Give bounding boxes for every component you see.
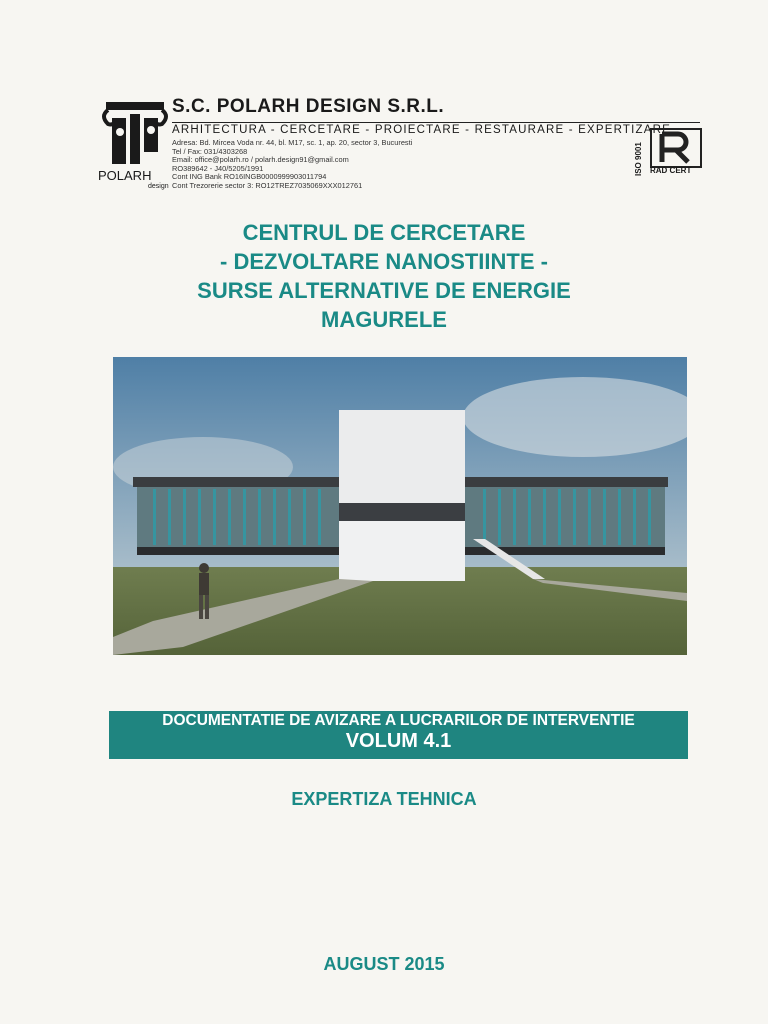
- title-line-1: CENTRUL DE CERCETARE: [242, 220, 526, 245]
- header-rule: [172, 122, 700, 123]
- company-account-1: Cont ING Bank RO16INGB0000999903011794: [172, 172, 327, 182]
- certification-badge: [636, 128, 702, 184]
- logo-text: POLARH: [98, 168, 152, 183]
- banner-line-1: DOCUMENTATIE DE AVIZARE A LUCRARILOR DE INTERVENTIE: [162, 712, 635, 729]
- logo-subtext: design: [148, 183, 169, 190]
- iso-label: ISO 9001: [634, 142, 643, 176]
- volume-banner: [109, 711, 688, 759]
- company-email: Email: office@polarh.ro / polarh.design91@gmail.com: [172, 155, 349, 165]
- company-registration: RO389642 - J40/5205/1991: [172, 163, 264, 173]
- cert-label: RAD CERT: [650, 166, 692, 175]
- letterhead: [98, 92, 704, 192]
- volume-label: VOLUM 4.1: [345, 730, 452, 752]
- title-line-4: MAGURELE: [321, 307, 447, 332]
- title-line-3: SURSE ALTERNATIVE DE ENERGIE: [197, 278, 571, 303]
- title-line-2: - DEZVOLTARE NANOSTIINTE -: [220, 249, 548, 274]
- document-date: AUGUST 2015: [323, 954, 445, 974]
- project-title: [0, 218, 768, 334]
- polarh-logo: [98, 98, 170, 190]
- building-rendering: [113, 357, 687, 655]
- document-subtitle: EXPERTIZA TEHNICA: [291, 789, 477, 809]
- company-tagline: ARHITECTURA - CERCETARE - PROIECTARE - RESTAURARE - EXPERTIZARE: [172, 124, 672, 136]
- company-name: S.C. POLARH DESIGN S.R.L.: [172, 96, 445, 117]
- company-address: Adresa: Bd. Mircea Voda nr. 44, bl. M17, sc. 1, ap. 20, sector 3, Bucuresti: [172, 138, 413, 147]
- company-account-2: Cont Trezorerie sector 3: RO12TREZ7035069XXX012761: [172, 181, 363, 190]
- radcert-logo: [650, 128, 702, 168]
- company-phone: Tel / Fax: 031/4303268: [172, 146, 248, 156]
